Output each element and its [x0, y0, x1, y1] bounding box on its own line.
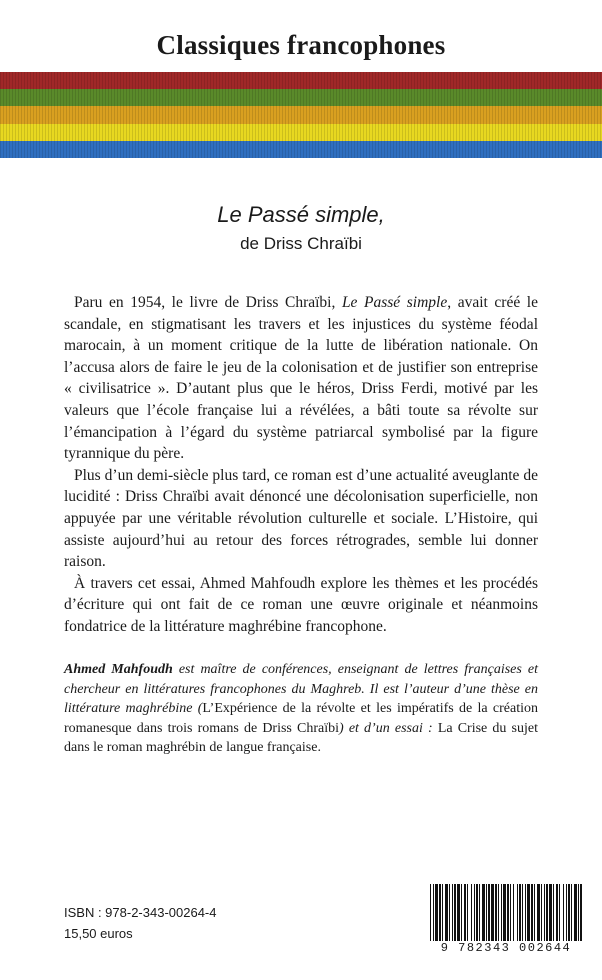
barcode-bar — [534, 884, 535, 944]
stripe-green — [0, 89, 602, 106]
blurb-paragraph-3: À travers cet essai, Ahmed Mahfoudh explore les thèmes et les procédés d’écriture qui ont fait de ce roman une œuvre originale et néanmoins fondatrice de la littérature maghrébine francophone. — [64, 574, 538, 635]
barcode-bar — [580, 884, 582, 944]
barcode-bar — [452, 884, 453, 944]
blurb-paragraph-1 — [64, 292, 538, 465]
stripe-yellow — [0, 124, 602, 141]
barcode — [426, 884, 586, 958]
barcode-bar — [559, 884, 560, 944]
barcode-bar — [541, 884, 542, 944]
author-name: Ahmed Mahfoudh — [64, 662, 173, 677]
barcode-bar — [510, 884, 511, 944]
barcode-bar — [454, 884, 456, 944]
blurb-title-italic: Le Passé simple — [341, 294, 448, 311]
barcode-bar — [498, 884, 499, 944]
barcode-bar — [445, 884, 448, 944]
barcode-bar — [525, 884, 526, 944]
barcode-bar — [537, 884, 540, 944]
barcode-bar — [527, 884, 530, 944]
book-author: de Driss Chraïbi — [240, 234, 362, 253]
color-stripes — [0, 72, 602, 158]
stripe-red — [0, 72, 602, 89]
isbn: ISBN : 978-2-343-00264-4 — [64, 905, 217, 920]
barcode-bar — [546, 884, 548, 944]
barcode-bar — [442, 884, 443, 944]
barcode-bar — [491, 884, 494, 944]
barcode-digits: 9 782343 002644 — [426, 941, 586, 955]
barcode-bar — [488, 884, 490, 944]
blurb-text: Paru en 1954, le livre de Driss Chraïbi, — [74, 294, 342, 311]
barcode-bar — [449, 884, 450, 944]
barcode-bar — [435, 884, 438, 944]
barcode-bar — [519, 884, 521, 944]
blurb-text: , avait créé le scandale, en stigmatisant les travers et les injustices du système féodal marocain, à un moment critique de la lutte de libération nationale. On l’accusa alors de faire le jeu de la colonisation et de justifier son entreprise « civilisatrice ». D’autant plus que le héros, Driss Ferdi, motivé par les valeurs que l’école française lui a révélées, a bâti toute sa révolte sur l’émancipation à l’égard du système patriarcal symbolisé par la figure tyrannique du père. — [64, 294, 538, 463]
barcode-bar — [467, 884, 468, 944]
barcode-bar — [439, 884, 441, 944]
thesis-title: L’Expérience de la révolte et les impératifs de la création romanesque dans trois romans de Driss Chraïbi — [64, 701, 539, 736]
barcode-bar — [578, 884, 579, 944]
stripe-blue — [0, 141, 602, 158]
barcode-bar — [430, 884, 431, 944]
barcode-bar — [482, 884, 485, 944]
barcode-bar — [461, 884, 462, 944]
barcode-bar — [479, 884, 480, 944]
barcode-bar — [549, 884, 552, 944]
barcode-bar — [568, 884, 570, 944]
barcode-bar — [531, 884, 533, 944]
author-bio — [64, 660, 538, 758]
barcode-bar — [574, 884, 577, 944]
barcode-bar — [476, 884, 478, 944]
barcode-bar — [464, 884, 466, 944]
barcode-bar — [522, 884, 523, 944]
barcode-bar — [517, 884, 518, 944]
back-cover-blurb — [64, 292, 538, 638]
essay-title: La Crise du sujet dans le roman maghrébin de langue française. — [64, 720, 538, 755]
barcode-bar — [513, 884, 514, 944]
series-title: Classiques francophones — [156, 30, 446, 60]
barcode-bar — [553, 884, 554, 944]
barcode-bar — [566, 884, 567, 944]
barcode-bar — [495, 884, 497, 944]
barcode-bar — [503, 884, 506, 944]
barcode-bar — [433, 884, 434, 944]
barcode-bar — [556, 884, 558, 944]
bio-text: ) et d’un essai : — [339, 720, 438, 736]
barcode-bar — [563, 884, 564, 944]
barcode-bar — [457, 884, 460, 944]
barcode-bar — [501, 884, 502, 944]
barcode-bar — [507, 884, 509, 944]
price: 15,50 euros — [64, 926, 133, 941]
barcode-bars — [426, 884, 586, 944]
book-title: Le Passé simple, — [217, 202, 385, 227]
stripe-orange — [0, 106, 602, 123]
blurb-paragraph-2: Plus d’un demi-siècle plus tard, ce roman est d’une actualité aveuglante de lucidité : Driss Chraïbi avait dénoncé une décolonisation superficielle, non appuyée par une véritable révolution culturelle et sociale. L’Histoire, qui assiste aujourd’hui au retour des forces rétrogrades, semble lui donner raison. — [64, 466, 538, 571]
barcode-bar — [544, 884, 545, 944]
barcode-bar — [471, 884, 472, 944]
barcode-bar — [486, 884, 487, 944]
barcode-bar — [571, 884, 572, 944]
barcode-bar — [474, 884, 475, 944]
bio-text: est maître de conférences, enseignant de lettres françaises et chercheur en littératures francophones du Maghreb. Il est l’auteur d’une thèse en littérature maghrébine ( — [64, 662, 538, 716]
